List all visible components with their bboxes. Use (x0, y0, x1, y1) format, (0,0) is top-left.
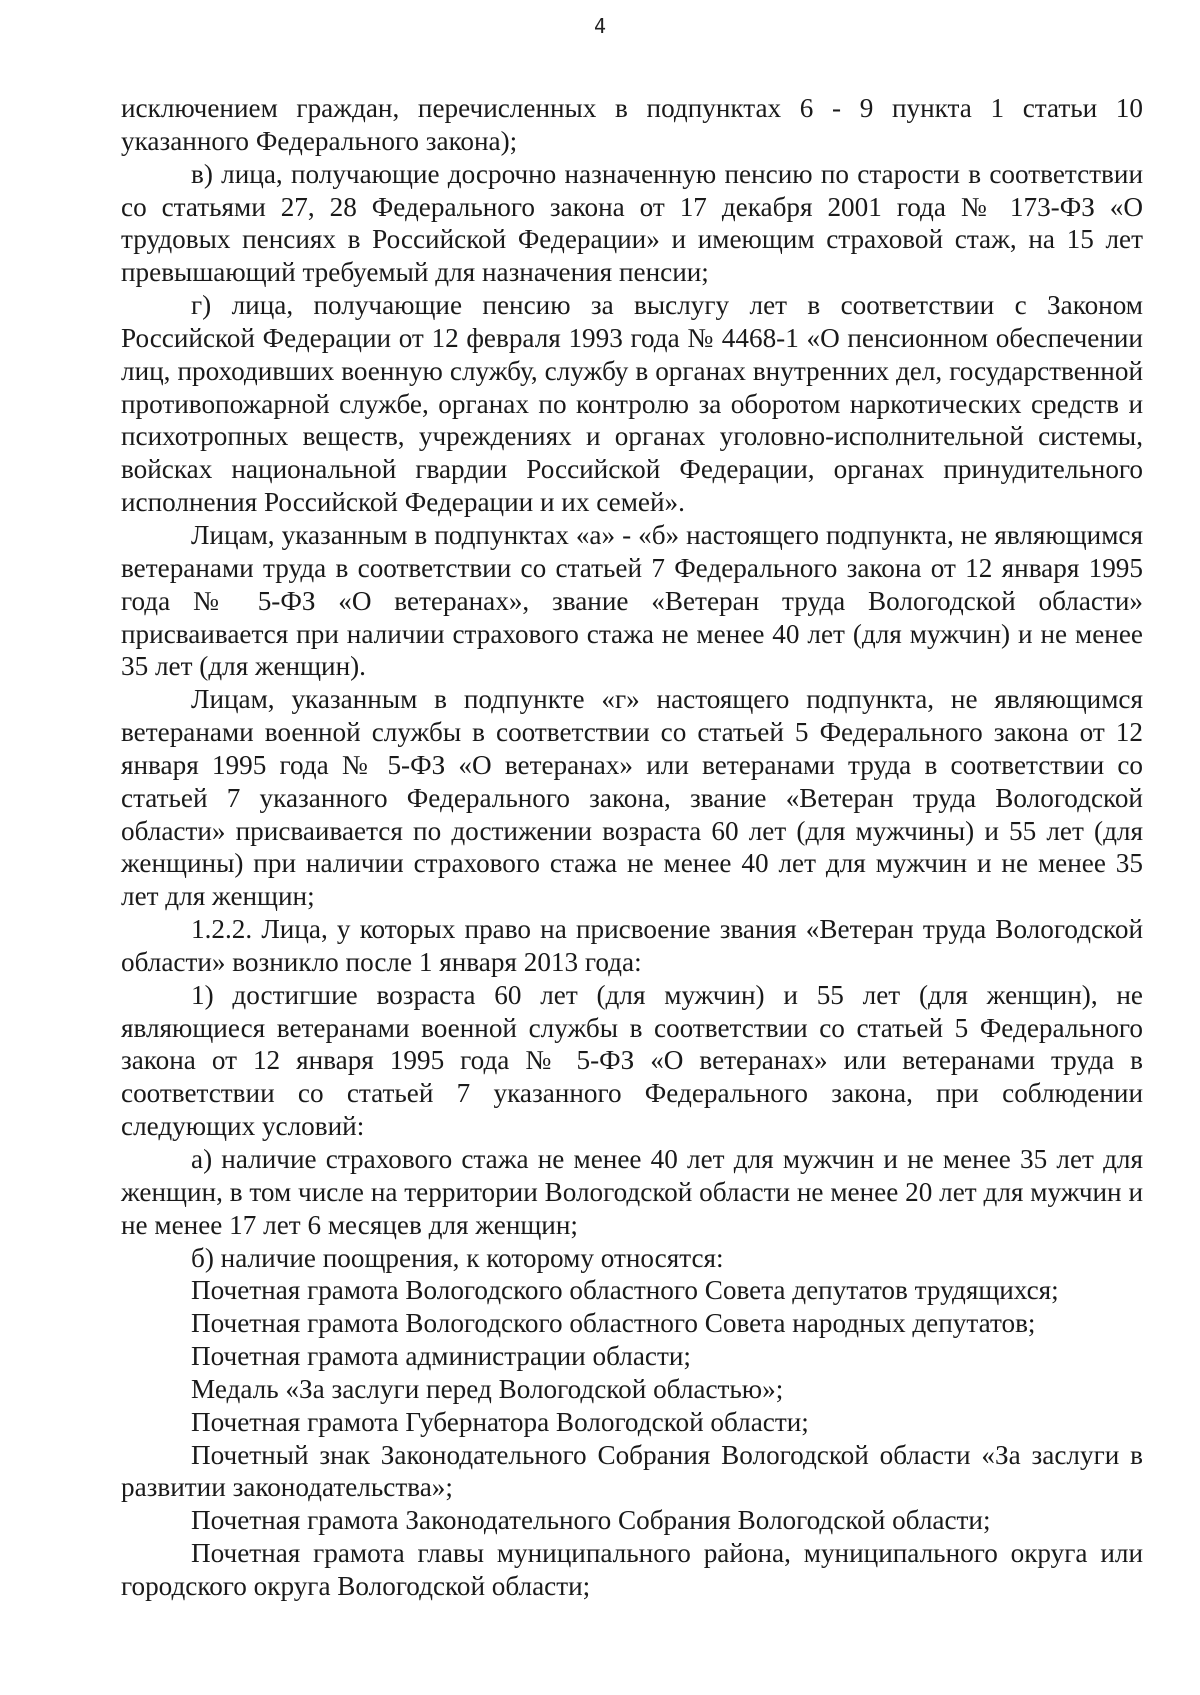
award-list-item: Почетная грамота Губернатора Вологодской области; (191, 1406, 809, 1437)
award-list-item: Медаль «За заслуги перед Вологодской областью»; (191, 1373, 784, 1404)
award-list-item: Почетная грамота Законодательного Собрания Вологодской области; (191, 1505, 991, 1536)
paragraph-item-1: 1) достигшие возраста 60 лет (для мужчин) и 55 лет (для женщин), не являющиеся ветеранами военной службы в соответствии со статьей 5 Федерального закона от 12 января 1995 года № 5-ФЗ «О ветеранах» или ветеранами труда в соответствии со статьей 7 указанного Федерального закона, при соблюдении следующих условий: (121, 979, 1143, 1142)
paragraph-item-v: в) лица, получающие досрочно назначенную пенсию по старости в соответствии со статьями 27, 28 Федерального закона от 17 декабря 2001 года № 173-ФЗ «О трудовых пенсиях в Российской Федерации» и имеющим страховой стаж, на 15 лет превышающий требуемый для назначения пенсии; (121, 158, 1143, 288)
paragraph-condition-b: б) наличие поощрения, к которому относятся: (191, 1242, 724, 1273)
paragraph-persons-a-b: Лицам, указанным в подпунктах «а» - «б» настоящего подпункта, не являющимся ветеранами труда в соответствии со статьей 7 Федерального закона от 12 января 1995 года № 5-ФЗ «О ветеранах», звание «Ветеран труда Вологодской области» присваивается при наличии страхового стажа не менее 40 лет (для мужчин) и не менее 35 лет (для женщин). (121, 519, 1143, 682)
award-list-item: Почетный знак Законодательного Собрания Вологодской области «За заслуги в развитии законодательства»; (121, 1439, 1143, 1503)
award-list-item: Почетная грамота администрации области; (191, 1341, 691, 1372)
award-list-item: Почетная грамота главы муниципального района, муниципального округа или городского округа Вологодской области; (121, 1538, 1143, 1601)
award-list-item: Почетная грамота Вологодского областного Совета народных депутатов; (191, 1308, 1036, 1339)
document-body (121, 92, 1143, 1603)
paragraph-continuation: исключением граждан, перечисленных в подпунктах 6 - 9 пункта 1 статьи 10 указанного Федерального закона); (121, 93, 1143, 156)
paragraph-persons-g: Лицам, указанным в подпункте «г» настоящего подпункта, не являющимся ветеранами военной службы в соответствии со статьей 5 Федерального закона от 12 января 1995 года № 5-ФЗ «О ветеранах» или ветеранами труда в соответствии со статьей 7 указанного Федерального закона, звание «Ветеран труда Вологодской области» присваивается по достижении возраста 60 лет (для мужчины) и 55 лет (для женщины) при наличии страхового стажа не менее 40 лет для мужчин и не менее 35 лет для женщин; (121, 684, 1143, 912)
paragraph-section-1-2-2: 1.2.2. Лица, у которых право на присвоение звания «Ветеран труда Вологодской области» возникло после 1 января 2013 года: (121, 914, 1143, 977)
paragraph-item-g: г) лица, получающие пенсию за выслугу лет в соответствии с Законом Российской Федерации от 12 февраля 1993 года № 4468-1 «О пенсионном обеспечении лиц, проходивших военную службу, службу в органах внутренних дел, государственной противопожарной службе, органах по контролю за оборотом наркотических средств и психотропных веществ, учреждениях и органах уголовно-исполнительной системы, войсках национальной гвардии Российской Федерации, органах принудительного исполнения Российской Федерации и их семей». (121, 290, 1143, 518)
award-list-item: Почетная грамота Вологодского областного Совета депутатов трудящихся; (191, 1275, 1059, 1306)
paragraph-condition-a: а) наличие страхового стажа не менее 40 лет для мужчин и не менее 35 лет для женщин, в том числе на территории Вологодской области не менее 20 лет для мужчин и не менее 17 лет 6 месяцев для женщин; (121, 1144, 1143, 1240)
page-number: 4 (593, 14, 607, 38)
